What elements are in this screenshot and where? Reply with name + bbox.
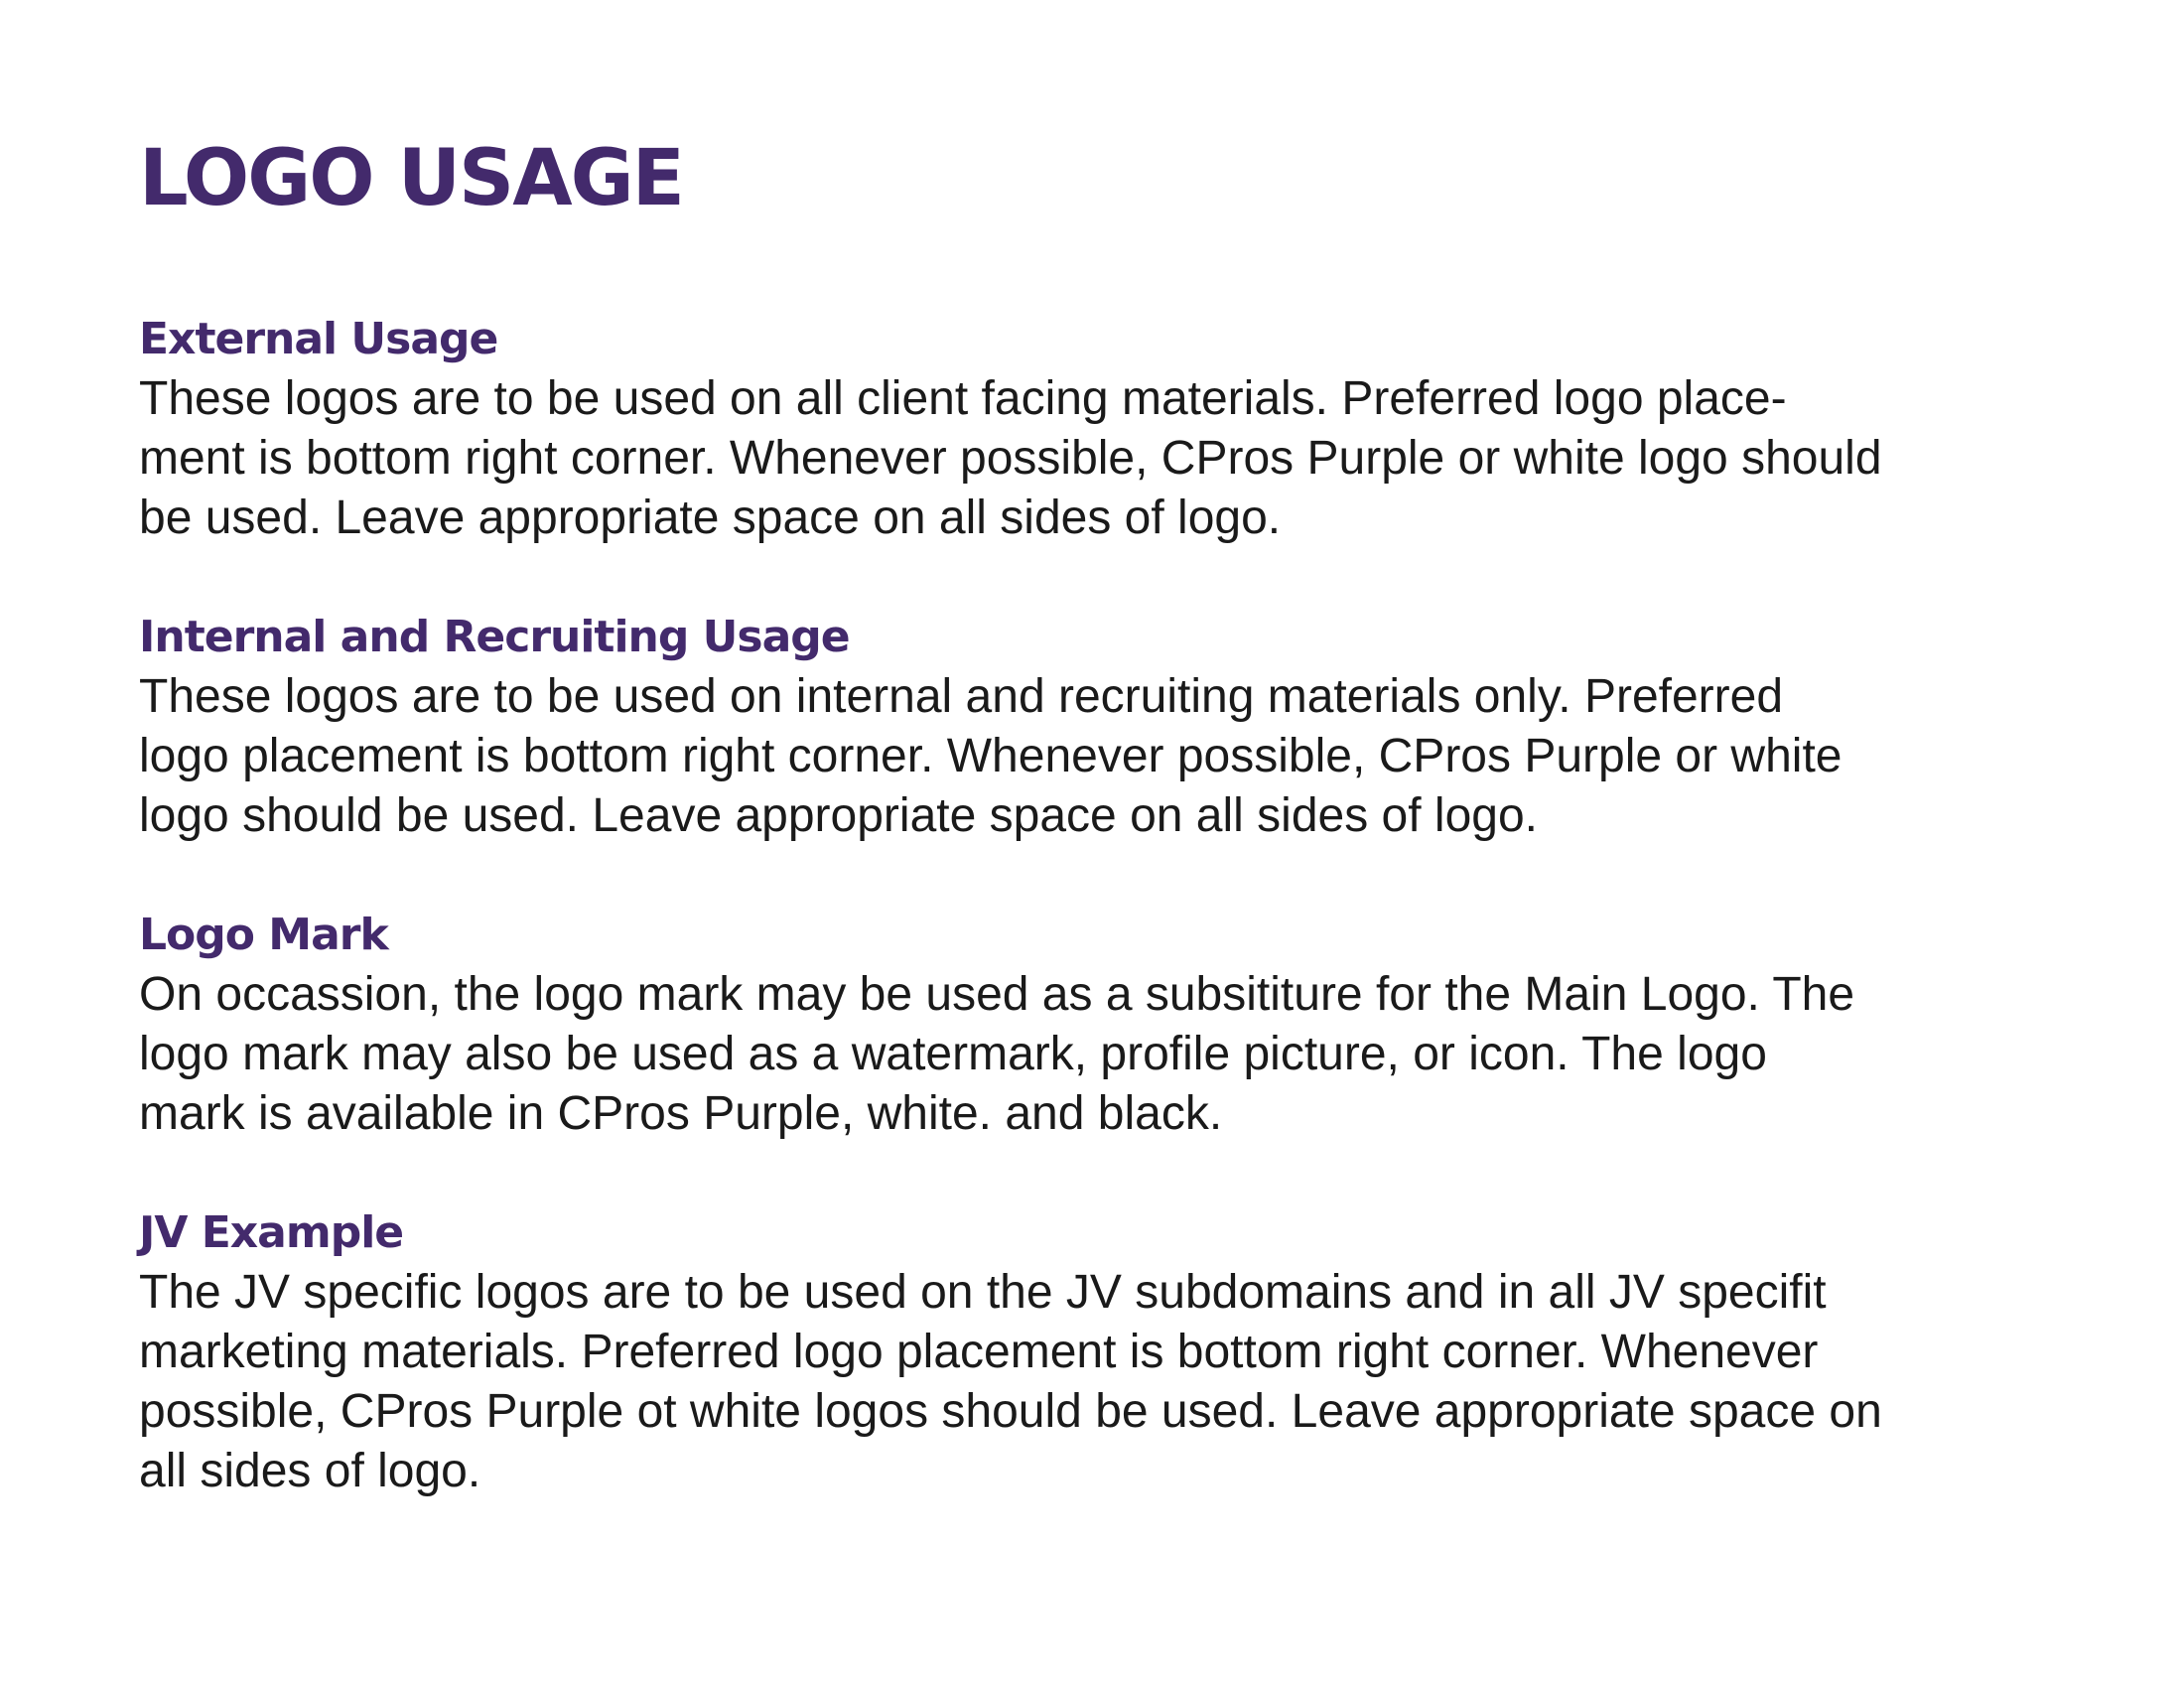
body-line: ment is bottom right corner. Whenever possible, CPros Purple or white logo should — [139, 432, 1882, 485]
section-body — [139, 1263, 2085, 1501]
section-heading: JV Example — [139, 1207, 404, 1258]
body-line: These logos are to be used on internal and recruiting materials only. Preferred — [139, 670, 1784, 723]
body-line: These logos are to be used on all client facing materials. Preferred logo place- — [139, 372, 1787, 425]
section-logo-mark — [139, 906, 2085, 1144]
section-heading: External Usage — [139, 314, 498, 364]
section-body — [139, 369, 2085, 548]
section-body — [139, 965, 2085, 1144]
body-line: possible, CPros Purple ot white logos should be used. Leave appropriate space on — [139, 1385, 1882, 1438]
section-heading: Internal and Recruiting Usage — [139, 612, 850, 662]
section-body — [139, 667, 2085, 846]
body-line: On occassion, the logo mark may be used as a subsititure for the Main Logo. The — [139, 968, 1855, 1021]
body-line: all sides of logo. — [139, 1445, 481, 1497]
body-line: be used. Leave appropriate space on all sides of logo. — [139, 492, 1282, 544]
body-line: logo placement is bottom right corner. Whenever possible, CPros Purple or white — [139, 730, 1843, 782]
body-line: The JV specific logos are to be used on the JV subdomains and in all JV specifit — [139, 1266, 1827, 1319]
section-internal-recruiting-usage — [139, 608, 2085, 846]
section-jv-example — [139, 1203, 2085, 1501]
section-external-usage — [139, 310, 2085, 548]
body-line: mark is available in CPros Purple, white. and black. — [139, 1087, 1223, 1140]
document-page — [139, 129, 2085, 1561]
body-line: logo should be used. Leave appropriate space on all sides of logo. — [139, 789, 1538, 842]
page-title: LOGO USAGE — [139, 134, 683, 223]
body-line: logo mark may also be used as a watermark, profile picture, or icon. The logo — [139, 1028, 1767, 1080]
body-line: marketing materials. Preferred logo placement is bottom right corner. Whenever — [139, 1326, 1819, 1378]
section-heading: Logo Mark — [139, 910, 388, 960]
